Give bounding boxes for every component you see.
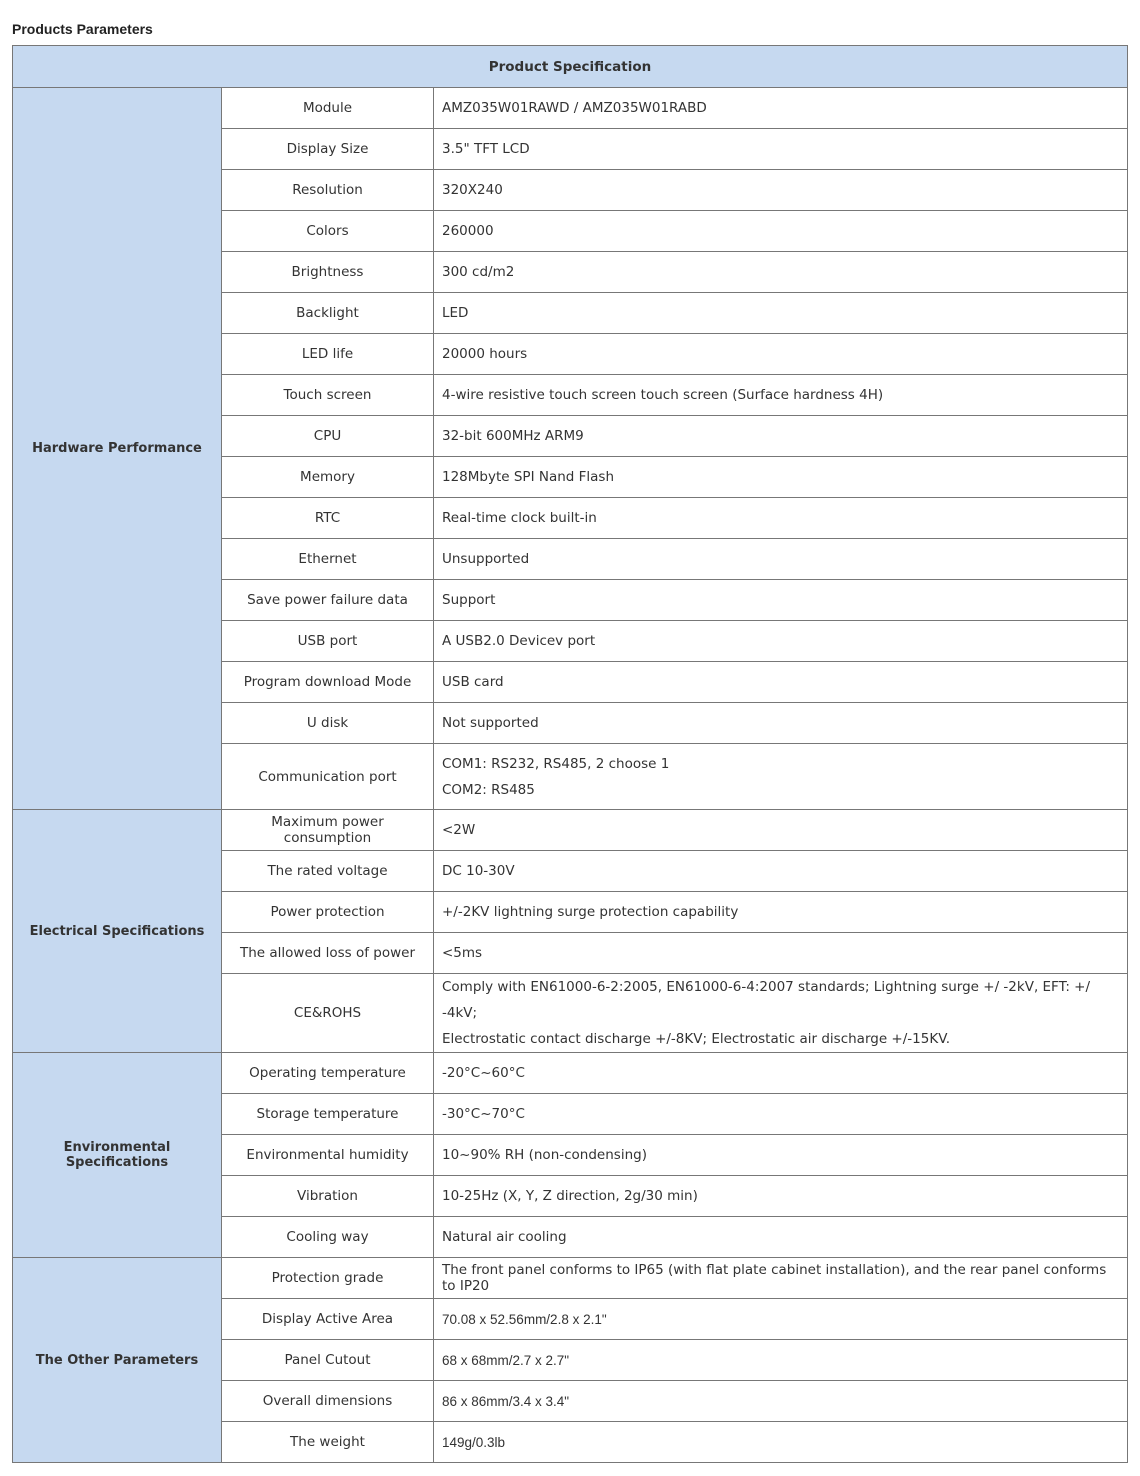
spec-value: 32-bit 600MHz ARM9 [434,416,1128,457]
spec-label: The weight [222,1422,434,1463]
category-cell: Electrical Specifications [13,810,222,1053]
spec-label: Protection grade [222,1258,434,1299]
spec-value: 70.08 x 52.56mm/2.8 x 2.1" [434,1299,1128,1340]
table-header: Product Specification [13,46,1128,88]
spec-label: Ethernet [222,539,434,580]
spec-label: Overall dimensions [222,1381,434,1422]
table-row [13,1053,1128,1094]
spec-label: LED life [222,334,434,375]
product-specification-table [12,45,1128,1463]
spec-label: The allowed loss of power [222,933,434,974]
spec-value: -30°C~70°C [434,1094,1128,1135]
table-body [13,88,1128,1463]
spec-label: Resolution [222,170,434,211]
spec-value: AMZ035W01RAWD / AMZ035W01RABD [434,88,1128,129]
spec-value: Not supported [434,703,1128,744]
spec-label: Communication port [222,744,434,810]
spec-label: Colors [222,211,434,252]
category-cell: Environmental Specifications [13,1053,222,1258]
spec-label: U disk [222,703,434,744]
spec-value: DC 10-30V [434,851,1128,892]
spec-value: 149g/0.3lb [434,1422,1128,1463]
spec-value [434,744,1128,810]
spec-label: RTC [222,498,434,539]
spec-label: Maximum power consumption [222,810,434,851]
spec-label: CPU [222,416,434,457]
spec-label: Brightness [222,252,434,293]
category-cell: The Other Parameters [13,1258,222,1463]
spec-label: Backlight [222,293,434,334]
table-header-row [13,46,1128,88]
spec-label: Cooling way [222,1217,434,1258]
spec-value: Natural air cooling [434,1217,1128,1258]
spec-label: Program download Mode [222,662,434,703]
page-title: Products Parameters [12,21,153,37]
spec-value: 86 x 86mm/3.4 x 3.4" [434,1381,1128,1422]
spec-value: 300 cd/m2 [434,252,1128,293]
spec-label: Storage temperature [222,1094,434,1135]
spec-value: 4-wire resistive touch screen touch screen (Surface hardness 4H) [434,375,1128,416]
spec-value: +/-2KV lightning surge protection capability [434,892,1128,933]
spec-label: The rated voltage [222,851,434,892]
spec-value: USB card [434,662,1128,703]
spec-label: Save power failure data [222,580,434,621]
spec-label: Vibration [222,1176,434,1217]
spec-value: 10~90% RH (non-condensing) [434,1135,1128,1176]
spec-value: 20000 hours [434,334,1128,375]
spec-value-line: Electrostatic contact discharge +/-8KV; Electrostatic air discharge +/-15KV. [442,1031,950,1047]
spec-value: Real-time clock built-in [434,498,1128,539]
spec-label: Memory [222,457,434,498]
spec-value: Unsupported [434,539,1128,580]
spec-value: 128Mbyte SPI Nand Flash [434,457,1128,498]
spec-value: <2W [434,810,1128,851]
category-cell: Hardware Performance [13,88,222,810]
spec-value: The front panel conforms to IP65 (with flat plate cabinet installation), and the rear panel conforms to IP20 [434,1258,1128,1299]
spec-label: Module [222,88,434,129]
spec-value-line: COM1: RS232, RS485, 2 choose 1 [442,755,670,772]
table-row [13,810,1128,851]
spec-value: A USB2.0 Devicev port [434,621,1128,662]
spec-value: 10-25Hz (X, Y, Z direction, 2g/30 min) [434,1176,1128,1217]
spec-value: <5ms [434,933,1128,974]
spec-value-line: Comply with EN61000-6-2:2005, EN61000-6-4:2007 standards; Lightning surge +/ -2kV, EFT: +/ -4kV; [442,979,1091,1021]
spec-value: 320X240 [434,170,1128,211]
spec-value: 3.5" TFT LCD [434,129,1128,170]
spec-value [434,974,1128,1053]
table-row [13,88,1128,129]
spec-label: USB port [222,621,434,662]
spec-label: Operating temperature [222,1053,434,1094]
spec-value: LED [434,293,1128,334]
spec-label: CE&ROHS [222,974,434,1053]
spec-value-line: COM2: RS485 [442,781,535,798]
spec-value: Support [434,580,1128,621]
spec-value: 68 x 68mm/2.7 x 2.7" [434,1340,1128,1381]
spec-label: Display Size [222,129,434,170]
spec-value: 260000 [434,211,1128,252]
spec-label: Display Active Area [222,1299,434,1340]
spec-value: -20°C~60°C [434,1053,1128,1094]
spec-label: Panel Cutout [222,1340,434,1381]
spec-label: Touch screen [222,375,434,416]
spec-label: Power protection [222,892,434,933]
spec-label: Environmental humidity [222,1135,434,1176]
table-row [13,1258,1128,1299]
